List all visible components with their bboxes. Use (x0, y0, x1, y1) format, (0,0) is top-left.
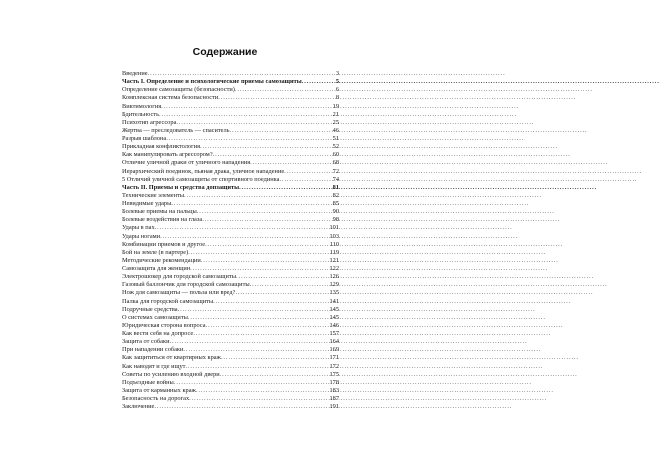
toc-entry-page-number: 169 (329, 346, 339, 354)
toc-entry-title: Методические рекомендации (122, 256, 201, 264)
toc-entry-page-number: 101 (329, 224, 339, 232)
toc-entry[interactable] (122, 127, 339, 135)
toc-entry-page-number: 5 (335, 78, 339, 86)
toc-entry[interactable] (122, 281, 339, 289)
toc-dot-leader (148, 70, 335, 78)
toc-entry-title: Защита от карманных краж (122, 386, 196, 394)
toc-entry-page-number: 98 (332, 216, 339, 224)
toc-dot-leader (155, 224, 329, 232)
toc-entry-page-number: 3 (335, 70, 339, 77)
toc-entry-title: Введение (122, 70, 148, 77)
toc-entry[interactable] (122, 354, 339, 362)
toc-entry-page-number: 129 (329, 281, 339, 289)
toc-entry-title: Заключение (122, 403, 155, 411)
toc-entry-title: Электрошокер для городской самозащиты (122, 273, 236, 281)
toc-entry[interactable] (122, 403, 339, 411)
toc-dot-leader (284, 168, 331, 176)
toc-entry-page-number: 175 (329, 370, 339, 378)
toc-dot-leader (218, 94, 335, 102)
toc-entry-page-number: 90 (332, 208, 339, 216)
toc-entry-title: Советы по усилению входной двери (122, 370, 220, 378)
toc-entry-title: Нож для самозащиты — польза или вред? (122, 289, 236, 297)
toc-entry[interactable] (122, 159, 339, 167)
toc-dot-leader (171, 200, 331, 208)
toc-entry-page-number: 122 (329, 265, 339, 272)
toc-dot-leader (190, 265, 328, 273)
toc-entry-page-number: 178 (329, 378, 339, 386)
toc-dot-leader (166, 135, 331, 143)
toc-entry-page-number: 187 (329, 395, 339, 402)
page-title: Содержание (192, 46, 258, 58)
toc-entry-page-number: 119 (329, 248, 339, 256)
toc-entry-title: Подручные средства (122, 305, 178, 313)
toc-entry-page-number: 157 (329, 330, 339, 337)
toc-entry[interactable] (122, 143, 339, 151)
toc-entry-page-number: 164 (329, 338, 339, 346)
toc-entry-page-number: 126 (329, 273, 339, 281)
toc-dot-leader (200, 143, 332, 151)
toc-entry-page-number: 103 (329, 232, 339, 240)
toc-entry[interactable] (122, 86, 339, 94)
toc-dot-leader (213, 151, 332, 159)
toc-dot-leader (239, 184, 332, 192)
toc-dot-leader (221, 354, 329, 362)
toc-entry[interactable] (122, 151, 339, 159)
toc-entry-title: Как защититься от квартирных краж (122, 354, 221, 362)
toc-dot-leader (235, 86, 335, 94)
toc-entry-page-number: 172 (329, 362, 339, 370)
toc-entry-page-number: 141 (329, 297, 339, 305)
toc-dot-leader (183, 346, 328, 354)
toc-entry[interactable] (122, 338, 339, 346)
toc-dot-leader (220, 371, 329, 379)
toc-entry-page-number: 8 (335, 94, 339, 102)
toc-entry-page-number: 6 (335, 86, 339, 94)
toc-entry-title: Болевые приемы на пальцы (122, 208, 197, 216)
toc-entry-page-number: 145 (329, 313, 339, 321)
toc-dot-leader (178, 306, 329, 314)
toc-dot-leader (176, 119, 331, 127)
toc-entry-page-number: 19 (332, 102, 339, 110)
toc-entry-title: Определение самозащиты (безопасности) (122, 86, 235, 94)
toc-dot-leader (235, 289, 328, 297)
toc-entry-title: Невидимые удары (122, 200, 172, 207)
toc-entry[interactable] (122, 94, 339, 102)
toc-dot-leader (206, 322, 329, 330)
toc-entry-title: Удары ногами (122, 232, 161, 240)
toc-entry-page-number: 171 (329, 354, 339, 362)
toc-dot-leader (205, 241, 329, 249)
toc-entry-title: Прикладная конфликтология (122, 143, 201, 151)
toc-entry[interactable] (122, 330, 339, 338)
toc-entry-title: Технические элементы (122, 191, 185, 199)
toc-entry-title: Часть II. Приемы и средства допзащиты (122, 183, 240, 191)
toc-entry[interactable] (122, 273, 339, 281)
toc-entry[interactable] (122, 70, 339, 78)
toc-entry[interactable] (122, 119, 339, 127)
toc-entry[interactable] (122, 241, 339, 249)
toc-entry[interactable] (122, 298, 339, 306)
toc-dot-leader (197, 208, 332, 216)
toc-entry-title: Бдительность (122, 110, 159, 118)
toc-entry-page-number: 72 (332, 167, 339, 175)
toc-dot-leader (169, 338, 328, 346)
toc-entry[interactable] (122, 111, 339, 119)
toc-entry-title: Безопасность на дорогах (122, 395, 190, 402)
toc-entry[interactable] (122, 395, 339, 403)
toc-dot-leader (188, 314, 329, 322)
toc-entry-page-number: 68 (332, 159, 339, 167)
toc-entry[interactable] (122, 103, 339, 111)
toc-entry-page-number: 183 (329, 386, 339, 394)
toc-dot-leader (154, 403, 328, 411)
toc-entry-page-number: 46 (332, 126, 339, 134)
toc-entry-title: Палка для городской самозащиты (122, 297, 214, 305)
toc-entry[interactable] (122, 200, 339, 208)
toc-entry-page-number: 145 (329, 305, 339, 313)
toc-entry-title: Удары в пах (122, 224, 155, 232)
toc-entry-page-number: 121 (329, 256, 339, 264)
toc-entry-title: О системах самозащиты (122, 313, 188, 321)
toc-entry[interactable] (122, 346, 339, 354)
toc-dot-leader (174, 379, 329, 387)
toc-entry-page-number: 146 (329, 321, 339, 329)
toc-entry-title: Как манипулировать агрессором? (122, 151, 213, 159)
toc-entry-title: Жертва — преследователь — спаситель (122, 126, 230, 134)
toc-dot-leader (160, 233, 328, 241)
toc-entry[interactable] (122, 233, 339, 241)
toc-entry[interactable] (122, 387, 339, 395)
toc-dot-leader (188, 249, 329, 257)
toc-entry-title: Болевые воздействия на глаза (122, 216, 203, 224)
toc-entry-title: 5 Отличий уличной самозащиты от спортивного поединка (122, 175, 280, 183)
toc-entry[interactable] (122, 192, 339, 200)
toc-entry[interactable] (122, 224, 339, 232)
toc-entry-title: Психотип агрессора (122, 118, 177, 126)
toc-entry[interactable] (122, 78, 339, 86)
toc-entry-page-number: 82 (332, 191, 339, 199)
toc-entry[interactable] (122, 208, 339, 216)
toc-entry[interactable] (122, 176, 339, 184)
toc-dot-leader (302, 78, 335, 86)
toc-entry-page-number: 21 (332, 110, 339, 118)
toc-entry[interactable] (122, 184, 339, 192)
toc-entry-page-number: 25 (332, 118, 339, 126)
toc-entry[interactable] (122, 135, 339, 143)
toc-entry-title: Часть I. Определение и психологические приемы самозащиты (122, 78, 302, 86)
toc-dot-leader (193, 330, 328, 338)
toc-dot-leader (196, 387, 329, 395)
toc-entry-title: Как наводят и где ищут (122, 362, 186, 370)
toc-dot-leader (189, 395, 328, 403)
toc-entry-title: Комбинации приемов и другое (122, 240, 206, 248)
toc-entry-page-number: 52 (332, 143, 339, 151)
toc-entry-page-number: 74 (332, 175, 339, 183)
toc-dot-leader (236, 273, 328, 281)
toc-entry-page-number: 85 (332, 200, 339, 207)
toc-dot-leader (250, 281, 329, 289)
toc-entry-page-number: 191 (329, 403, 339, 411)
toc-entry[interactable] (122, 289, 339, 297)
toc-entry-title: Комплексная система безопасности (122, 94, 219, 102)
toc-entry[interactable] (122, 257, 339, 265)
toc-entry-page-number: 60 (332, 151, 339, 159)
toc-dot-leader (184, 192, 332, 200)
toc-entry[interactable] (122, 168, 339, 176)
toc-entry[interactable] (122, 363, 339, 371)
toc-entry[interactable] (122, 306, 339, 314)
toc-dot-leader (250, 159, 331, 167)
toc-dot-leader (161, 103, 332, 111)
toc-entry-title: При нападении собаки (122, 346, 184, 354)
toc-entry[interactable] (122, 216, 339, 224)
toc-entry[interactable] (122, 265, 339, 273)
toc-dot-leader (185, 363, 328, 371)
toc-entry-title: Защита от собаки (122, 338, 170, 346)
toc-dot-leader (202, 216, 331, 224)
toc-entry-title: Как вести себя на допросе (122, 330, 194, 337)
toc-entry-title: Газовый баллончик для городской самозащиты (122, 281, 250, 289)
toc-entry-title: Виктимология (122, 102, 162, 110)
toc-entry[interactable] (122, 371, 339, 379)
toc-entry-page-number: 51 (332, 135, 339, 142)
toc-entry-title: Иерархический поединок, пьяная драка, уличное нападение (122, 167, 285, 175)
toc-entry[interactable] (122, 249, 339, 257)
toc-dot-leader (159, 111, 332, 119)
toc-entry[interactable] (122, 322, 339, 330)
toc-entry[interactable] (122, 314, 339, 322)
toc-entry-title: Бой на земле (в партере) (122, 248, 189, 256)
toc-entry-title: Самозащита для женщин (122, 265, 191, 272)
toc-entry-page-number: 110 (329, 240, 339, 248)
toc-entry-title: Юридическая сторона вопроса (122, 321, 206, 329)
toc-entry-title: Отличие уличной драки от уличного нападения (122, 159, 251, 167)
toc-entry[interactable] (122, 379, 339, 387)
toc-dot-leader (213, 298, 328, 306)
toc-dot-leader (201, 257, 329, 265)
toc-dot-leader (279, 176, 331, 184)
toc-entry-title: Разрыв шаблона (122, 135, 167, 142)
toc-dot-leader (230, 127, 332, 135)
table-of-contents (122, 70, 339, 411)
toc-entry-page-number: 81 (332, 183, 339, 191)
toc-entry-title: Подъездные войны (122, 378, 174, 386)
toc-entry-page-number: 135 (329, 289, 339, 297)
